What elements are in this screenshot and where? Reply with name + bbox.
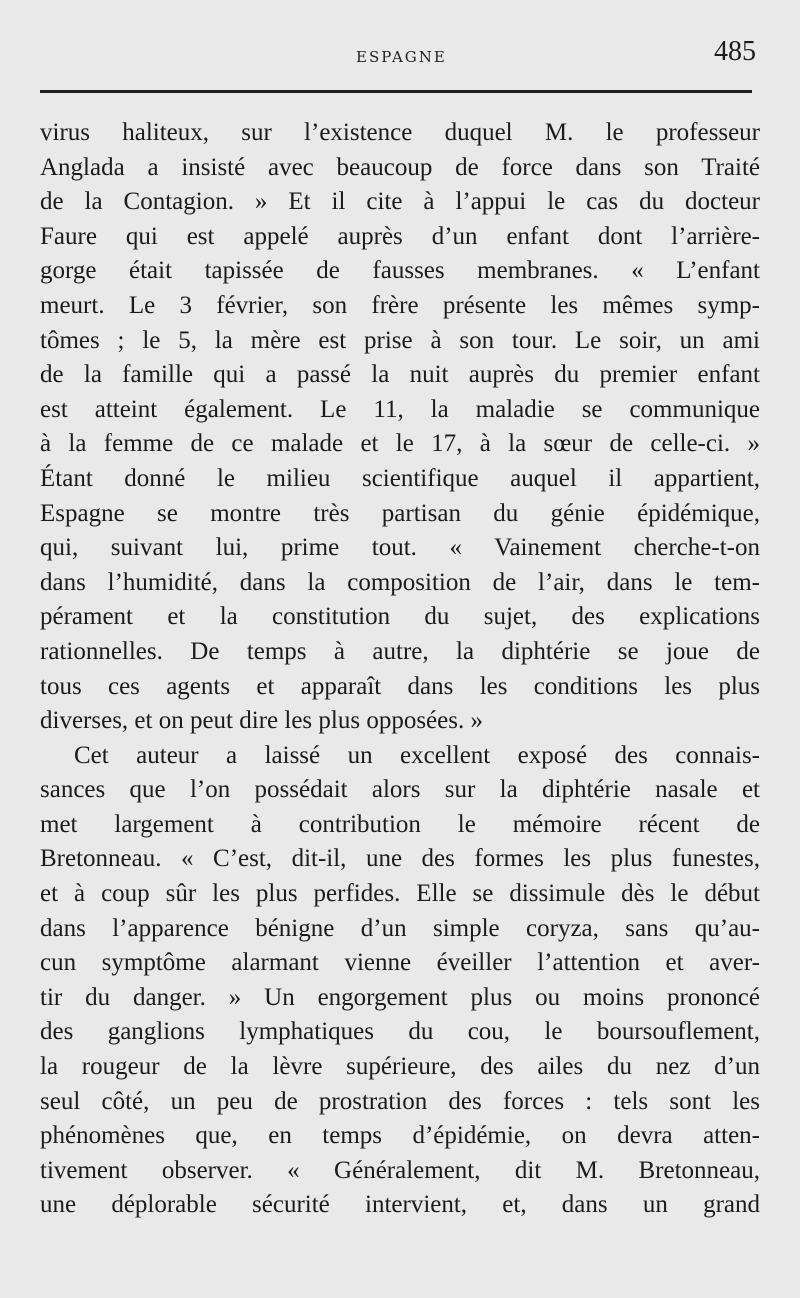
text-line: tous ces agents et apparaît dans les conditions les plus [40,672,760,700]
text-line: gorge était tapissée de fausses membranes. « L’enfant [40,257,760,285]
body-text [40,116,760,1223]
text-line: rationnelles. De temps à autre, la diphtérie se joue de [40,637,760,665]
header-rule [40,90,752,93]
text-line: à la femme de ce malade et le 17, à la sœur de celle-ci. » [40,430,760,458]
text-line: sances que l’on possédait alors sur la diphtérie nasale et [40,776,760,804]
text-line: est atteint également. Le 11, la maladie se communique [40,395,760,423]
text-line: Faure qui est appelé auprès d’un enfant dont l’arrière- [40,222,760,250]
text-line: dans l’humidité, dans la composition de l’air, dans le tem- [40,568,760,596]
text-line: et à coup sûr les plus perfides. Elle se dissimule dès le début [40,880,760,908]
text-line: meurt. Le 3 février, son frère présente les mêmes symp- [40,291,760,319]
text-line: Espagne se montre très partisan du génie épidémique, [40,499,760,527]
running-title: ESPAGNE [356,48,447,66]
text-line: des ganglions lymphatiques du cou, le boursouflement, [40,1018,760,1046]
text-line: phénomènes que, en temps d’épidémie, on devra atten- [40,1122,760,1150]
text-line: tivement observer. « Généralement, dit M. Bretonneau, [40,1156,760,1184]
text-line: diverses, et on peut dire les plus opposées. » [40,707,483,735]
text-line: de la famille qui a passé la nuit auprès du premier enfant [40,361,760,389]
text-line: seul côté, un peu de prostration des forces : tels sont les [40,1087,760,1115]
running-head [0,36,800,70]
text-line: tômes ; le 5, la mère est prise à son tour. Le soir, un ami [40,326,760,354]
text-line: virus haliteux, sur l’existence duquel M. le professeur [40,119,760,146]
text-line: met largement à contribution le mémoire récent de [40,810,760,838]
text-line: Étant donné le milieu scientifique auquel il appartient, [40,464,760,492]
text-line: Anglada a insisté avec beaucoup de force dans son Traité [40,153,760,181]
text-line: dans l’apparence bénigne d’un simple coryza, sans qu’au- [40,914,760,942]
page-number: 485 [714,36,756,67]
text-line: une déplorable sécurité intervient, et, dans un grand [40,1191,760,1219]
text-line: cun symptôme alarmant vienne éveiller l’attention et aver- [40,949,760,977]
text-line: de la Contagion. » Et il cite à l’appui le cas du docteur [40,188,760,216]
text-line: pérament et la constitution du sujet, des explications [40,603,760,631]
text-line: la rougeur de la lèvre supérieure, des ailes du nez d’un [40,1053,760,1081]
text-line: Cet auteur a laissé un excellent exposé des connais- [74,741,760,769]
text-line: qui, suivant lui, prime tout. « Vainement cherche-t-on [40,534,760,562]
text-line: Bretonneau. « C’est, dit-il, une des formes les plus funestes, [40,845,760,873]
text-line: tir du danger. » Un engorgement plus ou moins prononcé [40,983,760,1011]
